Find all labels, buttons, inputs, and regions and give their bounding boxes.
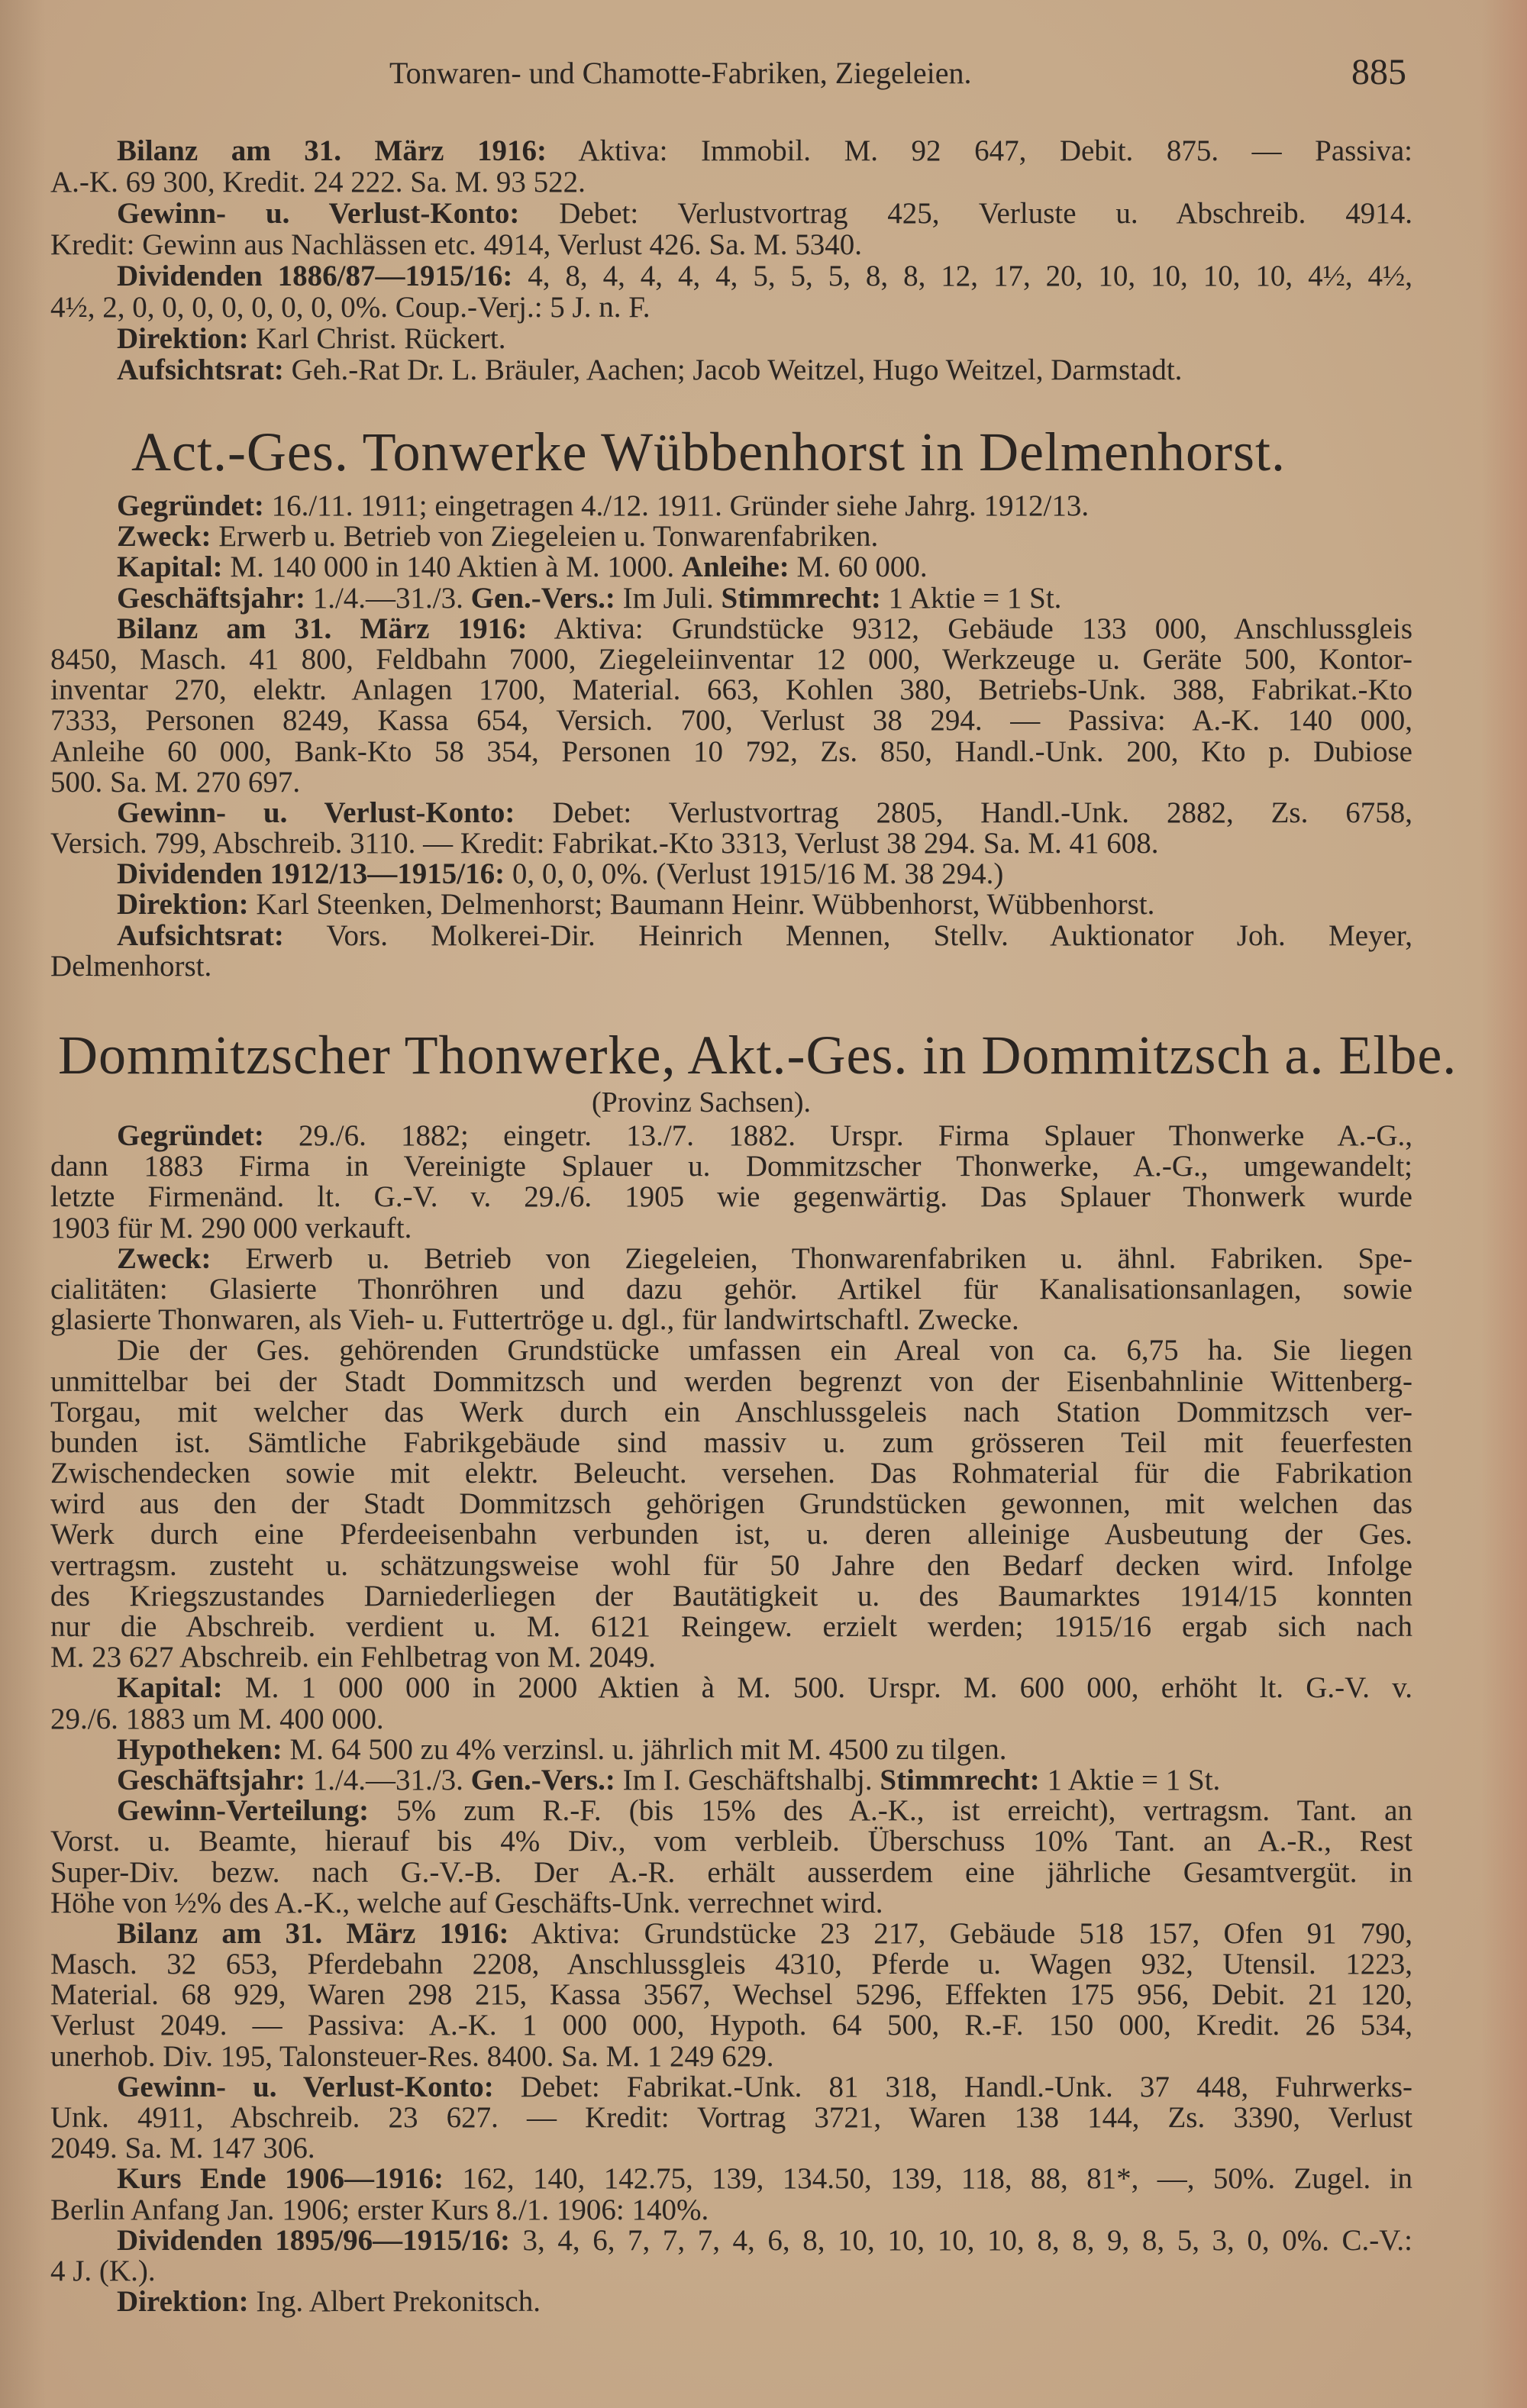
entry-text: Kredit: Gewinn aus Nachlässen etc. 4914, Verlust 426. Sa. M. 5340. xyxy=(50,228,862,261)
entry-label: Direktion: xyxy=(117,2285,249,2319)
entry-text: Aktiva: Immobil. M. 92 647, Debit. 875. — Passiva: xyxy=(547,134,1412,167)
entry-text: 29./6. 1882; eingetr. 13./7. 1882. Urspr. Firma Splauer Thonwerke A.-G., xyxy=(263,1119,1412,1152)
entry-text: 3, 4, 6, 7, 7, 7, 4, 6, 8, 10, 10, 10, 10, 8, 8, 9, 8, 5, 3, 0, 0%. C.-V.: xyxy=(509,2223,1413,2257)
entry-text: 1./4.—31./3. xyxy=(305,1763,471,1796)
entry-text: letzte Firmenänd. lt. G.-V. v. 29./6. 1905 wie gegenwärtig. Das Splauer Thonwerk wurde xyxy=(50,1180,1412,1214)
paragraph-first-line xyxy=(50,859,1412,889)
paragraph-first-line xyxy=(50,1732,1412,1766)
entry-label: Dividenden 1886/87—1915/16: xyxy=(117,260,513,292)
entry-text: M. 1 000 000 in 2000 Aktien à M. 500. Urspr. M. 600 000, erhöht lt. G.-V. v. xyxy=(222,1671,1412,1705)
entry-text: nur die Abschreib. verdient u. M. 6121 Reingew. erzielt werden; 1915/16 ergab sich nach xyxy=(50,1610,1412,1643)
entry-label: Dividenden 1895/96—1915/16: xyxy=(117,2223,510,2257)
entry-text: 5% zum R.-F. (bis 15% des A.-K., ist erreicht), vertragsm. Tant. an xyxy=(369,1794,1412,1828)
entry-label: Bilanz am 31. März 1916: xyxy=(117,612,528,645)
entry-text: bunden ist. Sämtliche Fabrikgebäude sind massiv u. zum grösseren Teil mit feuerfesten xyxy=(50,1425,1412,1459)
entry-label: Direktion: xyxy=(117,322,249,355)
paragraph-first-line xyxy=(50,1916,1413,1950)
section-title-dommitzsch: Dommitzscher Thonwerke, Akt.-Ges. in Dommitzsch a. Elbe. xyxy=(58,1025,1458,1086)
entry-label: Gen.-Vers.: xyxy=(470,1763,615,1796)
entry-text: Delmenhorst. xyxy=(50,949,212,983)
entry-label: Gen.-Vers.: xyxy=(470,581,615,615)
entry-text: Debet: Verlustvortrag 2805, Handl.-Unk. 2882, Zs. 6758, xyxy=(515,796,1412,829)
entry-text: Erwerb u. Betrieb von Ziegeleien u. Tonwarenfabriken. xyxy=(211,520,879,554)
entry-text: 4 J. (K.). xyxy=(50,2254,156,2287)
entry-text: Aktiva: Grundstücke 23 217, Gebäude 518 157, Ofen 91 790, xyxy=(508,1916,1413,1950)
paragraph-first-line xyxy=(50,491,1412,521)
paragraph-line xyxy=(50,2010,1412,2041)
paragraph-first-line xyxy=(50,2072,1412,2103)
entry-label: Aufsichtsrat: xyxy=(117,918,284,952)
entry-text: Karl Steenken, Delmenhorst; Baumann Heinr. Wübbenhorst, Wübbenhorst. xyxy=(248,888,1155,922)
entry-text: 0, 0, 0, 0%. (Verlust 1915/16 M. 38 294.) xyxy=(505,857,1004,891)
entry-text: Masch. 32 653, Pferdebahn 2208, Anschlussgleis 4310, Pferde u. Wagen 932, Utensil. 1223, xyxy=(50,1948,1412,1981)
entry-text: Super-Div. bezw. nach G.-V.-B. Der A.-R. erhält ausserdem eine jährliche Gesamtvergüt. in xyxy=(50,1855,1412,1889)
entry-text: 162, 140, 142.75, 139, 134.50, 139, 118, 88, 81*, —, 50%. Zugel. in xyxy=(444,2162,1413,2196)
entry-text: inventar 270, elektr. Anlagen 1700, Material. 663, Kohlen 380, Betriebs-Unk. 388, Fabrikat.-Kto xyxy=(50,673,1412,707)
entry-label: Anleihe: xyxy=(681,550,789,584)
page-number: 885 xyxy=(1351,52,1406,92)
paragraph-first-line xyxy=(50,1241,1412,1275)
entry-text: Debet: Verlustvortrag 425, Verluste u. Abschreib. 4914. xyxy=(519,197,1412,230)
entry-text: Höhe von ½% des A.-K., welche auf Geschäfts-Unk. verrechnet wird. xyxy=(50,1886,883,1919)
entry-text: Vorst. u. Beamte, hierauf bis 4% Div., vom verbleib. Überschuss 10% Tant. an A.-R., Rest xyxy=(50,1825,1412,1858)
entry-label: Kapital: xyxy=(117,1671,223,1705)
paragraph-first-line xyxy=(50,1121,1412,1151)
paragraph-line xyxy=(50,1612,1412,1642)
entry-text: 16./11. 1911; eingetragen 4./12. 1911. Gründer siehe Jahrg. 1912/13. xyxy=(263,489,1090,522)
paragraph-line xyxy=(50,2133,1412,2164)
paragraph-line xyxy=(50,705,1412,736)
entry-text: Die der Ges. gehörenden Grundstücke umfassen ein Areal von ca. 6,75 ha. Sie liegen xyxy=(117,1334,1412,1367)
entry-label: Stimmrecht: xyxy=(721,581,881,615)
entry-text: Im I. Geschäftshalbj. xyxy=(615,1763,880,1796)
entry-text: Berlin Anfang Jan. 1906; erster Kurs 8./1. 1906: 140%. xyxy=(50,2193,709,2226)
paragraph-line xyxy=(50,292,1412,323)
paragraph-line xyxy=(50,166,1412,198)
entry-label: Zweck: xyxy=(117,520,211,554)
page-edge-shadow-left xyxy=(0,0,46,2408)
entry-text: Anleihe 60 000, Bank-Kto 58 354, Personen 10 792, Zs. 850, Handl.-Unk. 200, Kto p. Dubiose xyxy=(50,734,1412,768)
paragraph-line xyxy=(50,1458,1412,1489)
entry-label: Gewinn- u. Verlust-Konto: xyxy=(117,2070,494,2103)
paragraph-line xyxy=(50,734,1412,768)
paragraph-first-line xyxy=(50,889,1412,920)
paragraph-first-line xyxy=(50,354,1412,386)
paragraph-line xyxy=(50,1519,1412,1550)
entry-text: Torgau, mit welcher das Werk durch ein Anschlussgeleis nach Station Dommitzsch ver- xyxy=(50,1395,1412,1428)
paragraph-line xyxy=(50,1182,1412,1212)
paragraph-line xyxy=(50,1888,1412,1919)
paragraph-line xyxy=(50,644,1412,675)
paragraph-first-line xyxy=(50,521,1412,552)
entry-label: Stimmrecht: xyxy=(880,1763,1040,1796)
entry-label: Gewinn-Verteilung: xyxy=(117,1794,370,1828)
paragraph-first-line xyxy=(50,323,1412,354)
entry-text: 1 Aktie = 1 St. xyxy=(1039,1763,1221,1796)
entry-text: 7333, Personen 8249, Kassa 654, Versich. 700, Verlust 38 294. — Passiva: A.-K. 140 000, xyxy=(50,704,1412,738)
entry-label: Gewinn- u. Verlust-Konto: xyxy=(117,197,520,230)
entry-text: Im Juli. xyxy=(615,581,722,615)
paragraph-line xyxy=(50,1397,1412,1428)
page-edge-shadow-right xyxy=(1481,0,1527,2408)
entry-text: Unk. 4911, Abschreib. 23 627. — Kredit: Vortrag 3721, Waren 138 144, Zs. 3390, Verlust xyxy=(50,2101,1412,2134)
section-title-wuebbenhorst: Act.-Ges. Tonwerke Wübbenhorst in Delmenhorst. xyxy=(131,421,1286,483)
entry-text: vertragsm. zusteht u. schätzungsweise wohl für 50 Jahre den Bedarf decken wird. Infolge xyxy=(50,1548,1412,1582)
paragraph-line xyxy=(50,2103,1412,2133)
paragraph-line xyxy=(50,1581,1412,1612)
entry-text: Werk durch eine Pferdeeisenbahn verbunden ist, u. deren alleinige Ausbeutung der Ges. xyxy=(50,1518,1412,1551)
section-previous-company-continued xyxy=(50,135,1412,386)
entry-label: Geschäftsjahr: xyxy=(117,1763,305,1796)
entry-text: 1 Aktie = 1 St. xyxy=(880,581,1062,615)
entry-text: 1./4.—31./3. xyxy=(305,581,471,615)
entry-text: 8450, Masch. 41 800, Feldbahn 7000, Ziegeleiinventar 12 000, Werkzeuge u. Geräte 500, Kontor- xyxy=(50,642,1412,676)
entry-label: Kurs Ende 1906—1916: xyxy=(117,2162,444,2196)
entry-label: Gegründet: xyxy=(117,1119,264,1152)
paragraph-line xyxy=(50,1704,1412,1735)
paragraph-line xyxy=(50,2039,1412,2073)
entry-label: Bilanz am 31. März 1916: xyxy=(117,1916,509,1950)
entry-text: 1903 für M. 290 000 verkauft. xyxy=(50,1211,412,1244)
section-tonwerke-wuebbenhorst xyxy=(50,491,1412,982)
paragraph-line xyxy=(50,1949,1412,1980)
paragraph-first-line xyxy=(50,2223,1413,2257)
paragraph-line xyxy=(50,2256,1412,2287)
paragraph-line xyxy=(50,675,1412,705)
entry-text: M. 60 000. xyxy=(789,550,928,584)
paragraph-line xyxy=(50,1548,1412,1582)
paragraph-first-line xyxy=(50,614,1412,644)
entry-text: wird aus den der Stadt Dommitzsch gehörigen Grundstücken gewonnen, mit welchen das xyxy=(50,1487,1412,1521)
entry-text: 2049. Sa. M. 147 306. xyxy=(50,2132,315,2165)
entry-label: Hypotheken: xyxy=(117,1732,282,1766)
entry-text: Verlust 2049. — Passiva: A.-K. 1 000 000, Hypoth. 64 500, R.-F. 150 000, Kredit. 26 534, xyxy=(50,2009,1412,2042)
paragraph-first-line xyxy=(50,260,1412,292)
section-thonwerke-dommitzsch xyxy=(50,1121,1412,2317)
paragraph-line xyxy=(50,1364,1412,1398)
entry-text: 29./6. 1883 um M. 400 000. xyxy=(50,1702,384,1735)
paragraph-line xyxy=(50,1642,1412,1673)
entry-text: Material. 68 929, Waren 298 215, Kassa 3567, Wechsel 5296, Effekten 175 956, Debit. 21 120, xyxy=(50,1978,1412,2012)
entry-label: Direktion: xyxy=(117,888,249,922)
entry-text: Zwischendecken sowie mit elektr. Beleucht. versehen. Das Rohmaterial für die Fabrikation xyxy=(50,1457,1412,1490)
entry-text: A.-K. 69 300, Kredit. 24 222. Sa. M. 93 522. xyxy=(50,166,586,199)
entry-text: Versich. 799, Abschreib. 3110. — Kredit: Fabrikat.-Kto 3313, Verlust 38 294. Sa. M. 41 608. xyxy=(50,827,1159,860)
paragraph-line xyxy=(50,2195,1412,2226)
entry-text: M. 23 627 Abschreib. ein Fehlbetrag von M. 2049. xyxy=(50,1641,656,1674)
entry-text: des Kriegszustandes Darniederliegen der Bautätigkeit u. des Baumarktes 1914/15 konnten xyxy=(50,1579,1412,1612)
entry-text: unerhob. Div. 195, Talonsteuer-Res. 8400. Sa. M. 1 249 629. xyxy=(50,2039,774,2073)
paragraph-first-line xyxy=(50,198,1412,229)
entry-text: Ing. Albert Prekonitsch. xyxy=(248,2285,541,2319)
paragraph-line xyxy=(50,1826,1412,1857)
entry-text: 500. Sa. M. 270 697. xyxy=(50,765,301,799)
paragraph-first-line xyxy=(50,2287,1412,2317)
paragraph-first-line xyxy=(50,918,1412,952)
entry-text: Karl Christ. Rückert. xyxy=(248,322,506,355)
entry-text: Vors. Molkerei-Dir. Heinrich Mennen, Stellv. Auktionator Joh. Meyer, xyxy=(283,918,1412,952)
paragraph-line xyxy=(50,1980,1412,2010)
entry-label: Kapital: xyxy=(117,550,223,584)
paragraph-line xyxy=(50,1489,1412,1519)
paragraph-line xyxy=(50,767,1412,798)
entry-text: Aktiva: Grundstücke 9312, Gebäude 133 000, Anschlussgleis xyxy=(527,612,1412,645)
entry-text: Geh.-Rat Dr. L. Bräuler, Aachen; Jacob Weitzel, Hugo Weitzel, Darmstadt. xyxy=(283,353,1183,386)
paragraph-first-line xyxy=(50,1765,1412,1796)
paragraph-line xyxy=(50,951,1412,982)
entry-text: 4, 8, 4, 4, 4, 4, 5, 5, 5, 8, 8, 12, 17, 20, 10, 10, 10, 10, 4½, 4½, xyxy=(512,260,1413,292)
entry-text: M. 140 000 in 140 Aktien à M. 1000. xyxy=(222,550,682,584)
entry-text: glasierte Thonwaren, als Vieh- u. Futtertröge u. dgl., für landwirtschaftl. Zwecke. xyxy=(50,1303,1019,1337)
paragraph-first-line xyxy=(50,1335,1412,1366)
paragraph-line xyxy=(50,1151,1412,1182)
paragraph-first-line xyxy=(50,2164,1412,2194)
section-subtitle-dommitzsch: (Provinz Sachsen). xyxy=(592,1086,812,1118)
entry-label: Bilanz am 31. März 1916: xyxy=(117,134,547,167)
paragraph-line xyxy=(50,1855,1412,1889)
paragraph-first-line xyxy=(50,583,1412,614)
paragraph-first-line xyxy=(50,798,1412,828)
entry-label: Gewinn- u. Verlust-Konto: xyxy=(117,796,515,829)
entry-label: Zweck: xyxy=(117,1241,211,1275)
paragraph-line xyxy=(50,1274,1412,1305)
running-header: Tonwaren- und Chamotte-Fabriken, Ziegeleien. xyxy=(389,56,972,90)
entry-text: M. 64 500 zu 4% verzinsl. u. jährlich mit M. 4500 zu tilgen. xyxy=(282,1732,1007,1766)
paragraph-line xyxy=(50,1305,1412,1335)
paragraph-first-line xyxy=(50,552,1412,583)
entry-text: Erwerb u. Betrieb von Ziegeleien, Thonwarenfabriken u. ähnl. Fabriken. Spe- xyxy=(211,1241,1412,1275)
paragraph-first-line xyxy=(50,1673,1412,1703)
entry-text: unmittelbar bei der Stadt Dommitzsch und werden begrenzt von der Eisenbahnlinie Wittenberg- xyxy=(50,1364,1412,1398)
paragraph-first-line xyxy=(50,1796,1412,1826)
entry-text: 4½, 2, 0, 0, 0, 0, 0, 0, 0, 0%. Coup.-Verj.: 5 J. n. F. xyxy=(50,291,651,324)
paragraph-first-line xyxy=(50,135,1412,166)
entry-text: cialitäten: Glasierte Thonröhren und dazu gehör. Artikel für Kanalisationsanlagen, sowie xyxy=(50,1272,1412,1306)
paragraph-line xyxy=(50,1213,1412,1244)
entry-text: dann 1883 Firma in Vereinigte Splauer u. Dommitzscher Thonwerke, A.-G., umgewandelt; xyxy=(50,1150,1412,1183)
paragraph-line xyxy=(50,828,1412,859)
entry-label: Aufsichtsrat: xyxy=(117,353,284,386)
entry-label: Dividenden 1912/13—1915/16: xyxy=(117,857,505,891)
entry-text: Debet: Fabrikat.-Unk. 81 318, Handl.-Unk. 37 448, Fuhrwerks- xyxy=(493,2070,1412,2103)
paragraph-line xyxy=(50,229,1412,260)
entry-label: Geschäftsjahr: xyxy=(117,581,305,615)
entry-label: Gegründet: xyxy=(117,489,264,522)
paragraph-line xyxy=(50,1425,1412,1459)
